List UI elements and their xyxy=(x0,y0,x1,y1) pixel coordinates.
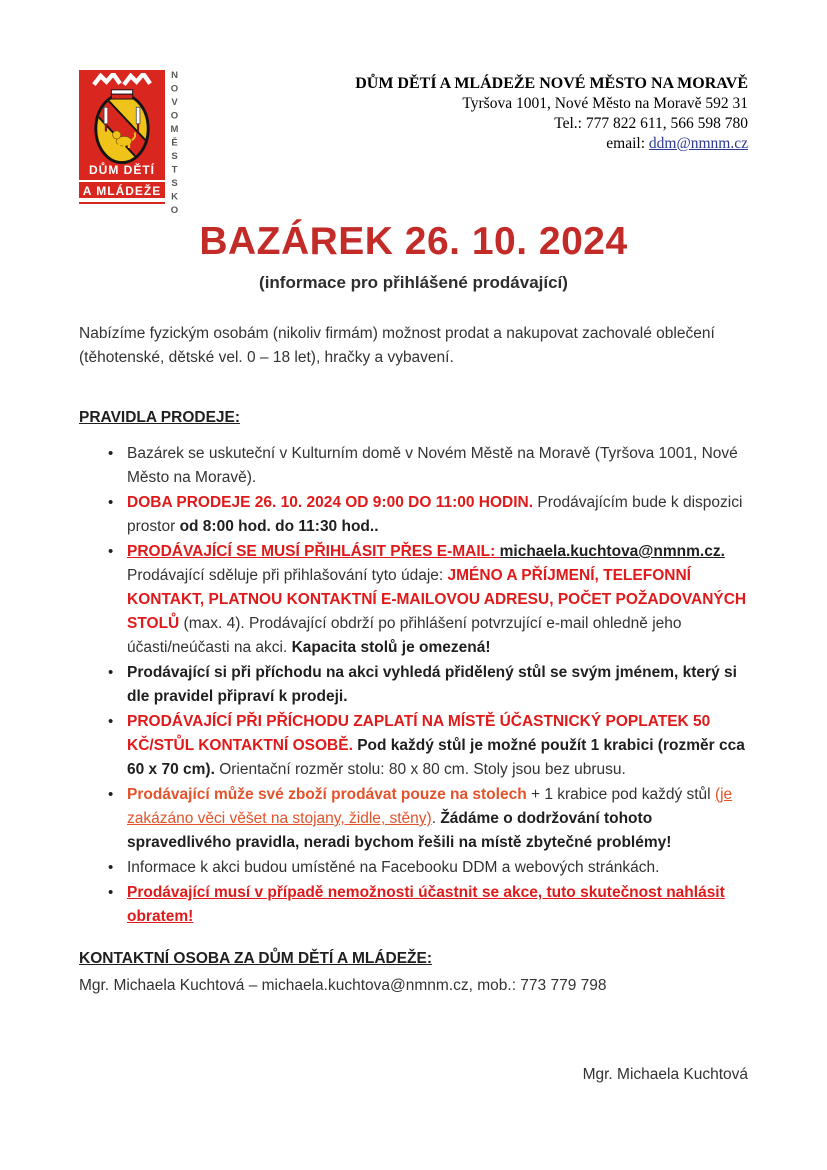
rule-text-segment: JMÉNO A PŘÍJMENÍ, TELEFONNÍ KONTAKT, PLATNOU KONTAKTNÍ E-MAILOVOU ADRESU, POČET POŽADOVANÝCH STOLŮ xyxy=(127,567,747,632)
rule-item xyxy=(127,710,748,782)
rule-item xyxy=(127,881,748,929)
org-contact-block xyxy=(355,70,748,154)
rule-text-segment: (max. 4). Prodávající obdrží po přihlášení potvrzující e-mail ohledně jeho účasti/neúčasti na akci. xyxy=(127,615,682,656)
org-address: Tyršova 1001, Nové Město na Moravě 592 31 xyxy=(462,95,748,112)
rule-text-segment: Prodávající může své zboží prodávat pouze na stolech xyxy=(127,786,527,803)
email-label: email: xyxy=(606,135,649,152)
rule-text-segment: Prodávajícím bude k dispozici prostor xyxy=(127,494,743,535)
contact-line: Mgr. Michaela Kuchtová – michaela.kuchtova@nmnm.cz, mob.: 773 779 798 xyxy=(79,977,607,994)
logo-vertical-text: NOVOMĚSTSKO xyxy=(169,70,180,219)
rule-item xyxy=(127,856,748,880)
email-link[interactable]: ddm@nmnm.cz xyxy=(648,135,748,152)
rule-text-segment: Kapacita stolů je omezená! xyxy=(291,639,491,656)
rule-text-segment: Prodávající musí v případě nemožnosti účastnit se akce, tuto skutečnost nahlásit obratem! xyxy=(127,884,725,925)
page-subtitle: (informace pro přihlášené prodávající) xyxy=(259,273,568,292)
rule-text-segment: Informace k akci budou umístěné na Facebooku DDM a webových stránkách. xyxy=(127,859,660,876)
org-email-row xyxy=(355,134,748,154)
rule-text-segment: PRODÁVAJÍCÍ SE MUSÍ PŘIHLÁSIT PŘES E-MAIL: xyxy=(127,543,500,560)
org-phone: Tel.: 777 822 611, 566 598 780 xyxy=(554,115,748,132)
logo-underline xyxy=(79,202,165,204)
rule-text-segment: michaela.kuchtova@nmnm.cz. xyxy=(499,543,725,560)
rule-text-segment: Pod každý stůl je možné použít 1 krabici (rozměr cca 60 x 70 cm). xyxy=(127,737,745,778)
rules-heading: PRAVIDLA PRODEJE: xyxy=(79,409,241,426)
logo-red-box xyxy=(79,70,165,198)
rule-item xyxy=(127,540,748,660)
rule-text-segment: Prodávající sděluje při přihlašování tyto údaje: xyxy=(127,567,448,584)
page-title: BAZÁREK 26. 10. 2024 xyxy=(199,220,628,263)
rule-item xyxy=(127,661,748,709)
logo-divider xyxy=(79,180,165,182)
logo-text-line2: A MLÁDEŽE xyxy=(82,184,162,198)
rule-text-segment: + 1 krabice pod každý stůl xyxy=(526,786,715,803)
rule-text-segment: DOBA PRODEJE 26. 10. 2024 OD 9:00 DO 11:00 HODIN. xyxy=(127,494,534,511)
rule-text-segment: od 8:00 hod. do 11:30 hod.. xyxy=(179,518,379,535)
signature: Mgr. Michaela Kuchtová xyxy=(582,1066,748,1083)
rule-text-segment: Bazárek se uskuteční v Kulturním domě v Novém Městě na Moravě (Tyršova 1001, Nové Město na Moravě). xyxy=(127,445,738,486)
rule-text-segment: Žádáme o dodržování tohoto spravedlivého pravidla, neradi bychom řešili na místě zbytečné problémy! xyxy=(127,810,672,851)
rule-text-segment: . xyxy=(431,810,441,827)
org-name: DŮM DĚTÍ A MLÁDEŽE NOVÉ MĚSTO NA MORAVĚ xyxy=(355,75,748,92)
rule-text-segment: Orientační rozměr stolu: 80 x 80 cm. Stoly jsou bez ubrusu. xyxy=(214,761,626,778)
rule-text-segment: Prodávající si při příchodu na akci vyhledá přidělený stůl se svým jménem, který si dle pravidel připraví k prodeji. xyxy=(127,664,737,705)
rule-text-segment: PRODÁVAJÍCÍ PŘI PŘÍCHODU ZAPLATÍ NA MÍSTĚ ÚČASTNICKÝ POPLATEK 50 KČ/STŮL KONTAKTNÍ OSOBĚ. xyxy=(127,713,711,754)
rule-text-segment: (je zakázáno věci věšet na stojany, židle, stěny) xyxy=(127,786,733,827)
crown xyxy=(111,89,132,98)
rule-item xyxy=(127,491,748,539)
rule-item xyxy=(127,783,748,855)
logo-text-line1: DŮM DĚTÍ xyxy=(89,163,155,177)
logo-red-column xyxy=(79,70,165,204)
intro-paragraph: Nabízíme fyzickým osobám (nikoliv firmám) možnost prodat a nakupovat zachovalé oblečení (těhotenské, dětské vel. 0 – 18 let), hračky a vybavení. xyxy=(79,325,715,366)
rules-list xyxy=(79,442,748,929)
org-logo xyxy=(79,70,180,219)
header xyxy=(79,70,748,219)
coat-of-arms-icon xyxy=(90,84,154,165)
rule-item xyxy=(127,442,748,490)
contact-heading: KONTAKTNÍ OSOBA ZA DŮM DĚTÍ A MLÁDEŽE: xyxy=(79,950,433,967)
